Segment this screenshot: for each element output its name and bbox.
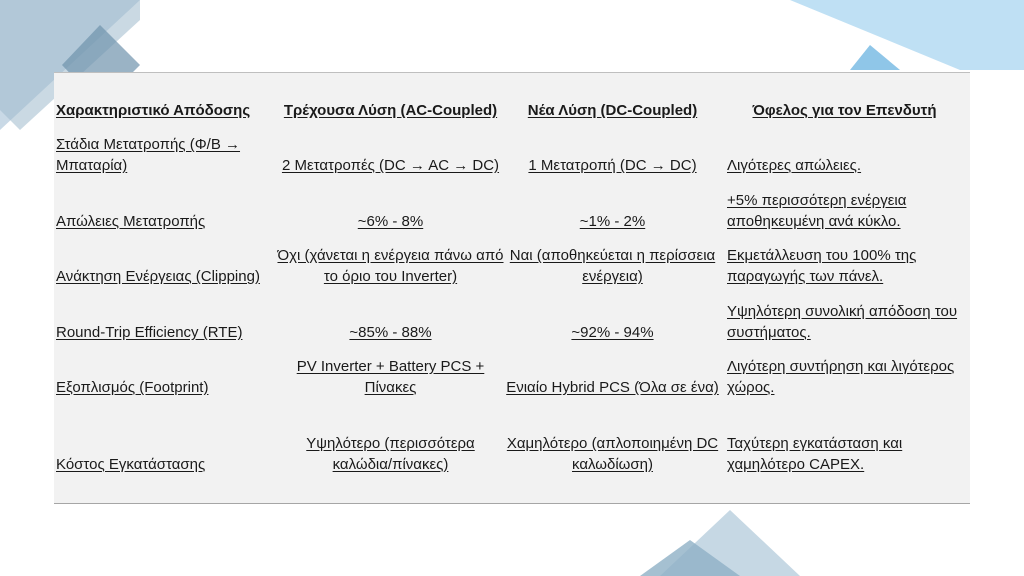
table-row <box>54 287 970 343</box>
table-row <box>54 398 970 475</box>
cell-current: PV Inverter + Battery PCS + Πίνακες <box>296 358 485 396</box>
header-new-solution: Νέα Λύση (DC-Coupled) <box>527 102 698 119</box>
cell-new: Χαμηλότερο (απλοποιημένη DC καλωδίωση) <box>506 435 719 473</box>
cell-feature: Εξοπλισμός (Footprint) <box>56 379 209 396</box>
deco-triangle-top-right <box>850 45 900 70</box>
cell-benefit: +5% περισσότερη ενέργεια αποθηκευμένη ανά κύκλο. <box>727 192 907 230</box>
cell-new: Ενιαίο Hybrid PCS (Όλα σε ένα) <box>506 379 719 396</box>
cell-feature: Ανάκτηση Ενέργειας (Clipping) <box>56 268 260 285</box>
header-feature: Χαρακτηριστικό Απόδοσης <box>56 102 251 119</box>
header-current-solution: Τρέχουσα Λύση (AC-Coupled) <box>283 102 498 119</box>
cell-current: 2 Μετατροπές (DC → AC → DC) <box>281 157 500 174</box>
cell-feature: Απώλειες Μετατροπής <box>56 213 206 230</box>
cell-current: Υψηλότερο (περισσότερα καλώδια/πίνακες) <box>306 435 475 473</box>
cell-new: 1 Μετατροπή (DC → DC) <box>528 157 697 174</box>
cell-benefit: Λιγότερη συντήρηση και λιγότερος χώρος. <box>727 358 955 396</box>
cell-benefit: Λιγότερες απώλειες. <box>727 157 862 174</box>
cell-current: Όχι (χάνεται η ενέργεια πάνω από το όριο του Inverter) <box>277 247 504 285</box>
table-row <box>54 232 970 287</box>
cell-feature: Στάδια Μετατροπής (Φ/Β → Μπαταρία) <box>56 136 241 174</box>
cell-benefit: Ταχύτερη εγκατάσταση και χαμηλότερο CAPEX. <box>727 435 903 473</box>
deco-shape-top-right <box>790 0 1024 70</box>
cell-new: Ναι (αποθηκεύεται η περίσσεια ενέργεια) <box>509 247 716 285</box>
header-investor-benefit: Όφελος για τον Επενδυτή <box>752 102 937 119</box>
table-row <box>54 121 970 176</box>
cell-current: ~85% - 88% <box>349 324 432 341</box>
cell-current: ~6% - 8% <box>357 213 424 230</box>
table-row <box>54 176 970 232</box>
cell-feature: Κόστος Εγκατάστασης <box>56 456 206 473</box>
cell-new: ~92% - 94% <box>571 324 654 341</box>
cell-feature: Round-Trip Efficiency (RTE) <box>56 324 243 341</box>
table-row <box>54 343 970 398</box>
table-header-row <box>54 73 970 121</box>
cell-new: ~1% - 2% <box>579 213 646 230</box>
comparison-table <box>54 73 970 475</box>
cell-benefit: Υψηλότερη συνολική απόδοση του συστήματος. <box>727 303 958 341</box>
cell-benefit: Εκμετάλλευση του 100% της παραγωγής των πάνελ. <box>727 247 917 285</box>
comparison-table-panel <box>54 72 970 504</box>
